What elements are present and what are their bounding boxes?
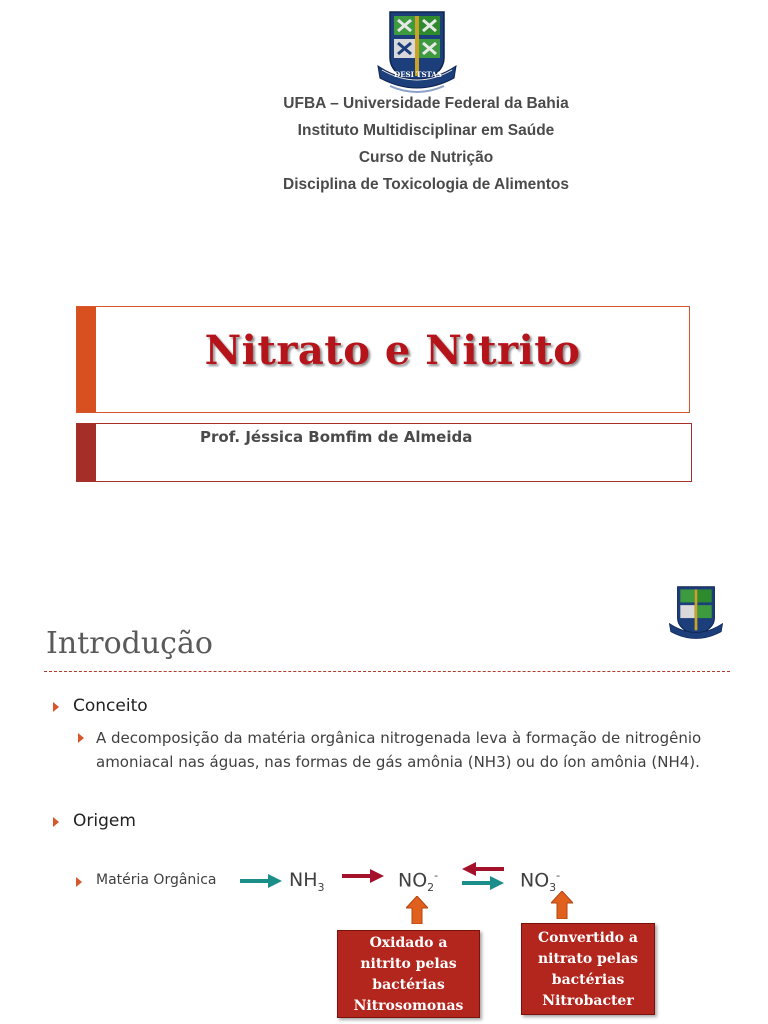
flow-start-label: Matéria Orgânica bbox=[96, 872, 217, 888]
right-arrow-icon bbox=[462, 876, 504, 890]
nitrobacter-line-4: Nitrobacter bbox=[542, 993, 634, 1009]
university-crest-small-icon bbox=[664, 584, 728, 644]
section-origin-label: Origem bbox=[73, 811, 136, 831]
crest-motto: DESI TSTAS bbox=[394, 70, 442, 79]
nitrosomonas-line-3: bactérias bbox=[372, 977, 445, 993]
presenter-name: Prof. Jéssica Bomfim de Almeida bbox=[200, 428, 473, 446]
subtitle-box bbox=[76, 423, 692, 482]
presentation-title: Nitrato e Nitrito bbox=[204, 327, 581, 374]
nitrate-subscript: 3 bbox=[549, 881, 557, 895]
title-box bbox=[76, 306, 690, 413]
bullet-icon bbox=[53, 702, 59, 712]
sub-bullet-icon bbox=[76, 877, 82, 887]
title-accent-bar bbox=[77, 307, 96, 412]
nitrite-subscript: 2 bbox=[427, 881, 435, 895]
nitrate-charge: - bbox=[556, 869, 561, 882]
ammonia-subscript: 3 bbox=[317, 880, 325, 894]
bullet-icon bbox=[53, 817, 59, 827]
left-arrow-icon bbox=[462, 862, 504, 876]
university-crest-icon bbox=[376, 8, 458, 96]
nitrite-symbol: NO bbox=[398, 869, 428, 892]
subtitle-accent-bar bbox=[77, 424, 96, 481]
right-arrow-icon bbox=[240, 874, 282, 888]
right-arrow-icon bbox=[342, 869, 384, 883]
nitrosomonas-line-4: Nitrosomonas bbox=[353, 998, 464, 1014]
nitrosomonas-line-1: Oxidado a bbox=[369, 935, 448, 951]
concept-text-line-2: amoniacal nas águas, nas formas de gás amônia (NH3) ou do íon amônia (NH4). bbox=[96, 753, 700, 771]
ammonia-symbol: NH bbox=[289, 869, 318, 891]
nitrobacter-line-3: bactérias bbox=[551, 972, 625, 988]
institution-line-university: UFBA – Universidade Federal da Bahia bbox=[283, 95, 569, 112]
sub-bullet-icon bbox=[78, 733, 84, 743]
nitrobacter-line-2: nitrato pelas bbox=[537, 951, 639, 967]
title-divider bbox=[44, 671, 730, 672]
ammonia-formula bbox=[289, 869, 325, 894]
institution-line-course: Curso de Nutrição bbox=[358, 149, 494, 166]
nitrobacter-box bbox=[521, 923, 655, 1015]
up-arrow-icon bbox=[406, 896, 428, 924]
nitrosomonas-line-2: nitrito pelas bbox=[360, 956, 457, 972]
institution-line-institute: Instituto Multidisciplinar em Saúde bbox=[297, 122, 555, 139]
section-concept-label: Conceito bbox=[73, 696, 148, 716]
nitrite-charge: - bbox=[434, 869, 439, 882]
nitrobacter-line-1: Convertido a bbox=[538, 930, 638, 946]
concept-text-line-1: A decomposição da matéria orgânica nitrogenada leva à formação de nitrogênio bbox=[96, 729, 702, 747]
institution-line-discipline: Disciplina de Toxicologia de Alimentos bbox=[283, 176, 569, 193]
nitrate-symbol: NO bbox=[520, 869, 550, 892]
slide-title: Introdução bbox=[46, 626, 213, 661]
up-arrow-icon bbox=[551, 891, 573, 919]
nitrite-formula bbox=[398, 869, 438, 894]
nitrosomonas-box bbox=[337, 930, 480, 1018]
